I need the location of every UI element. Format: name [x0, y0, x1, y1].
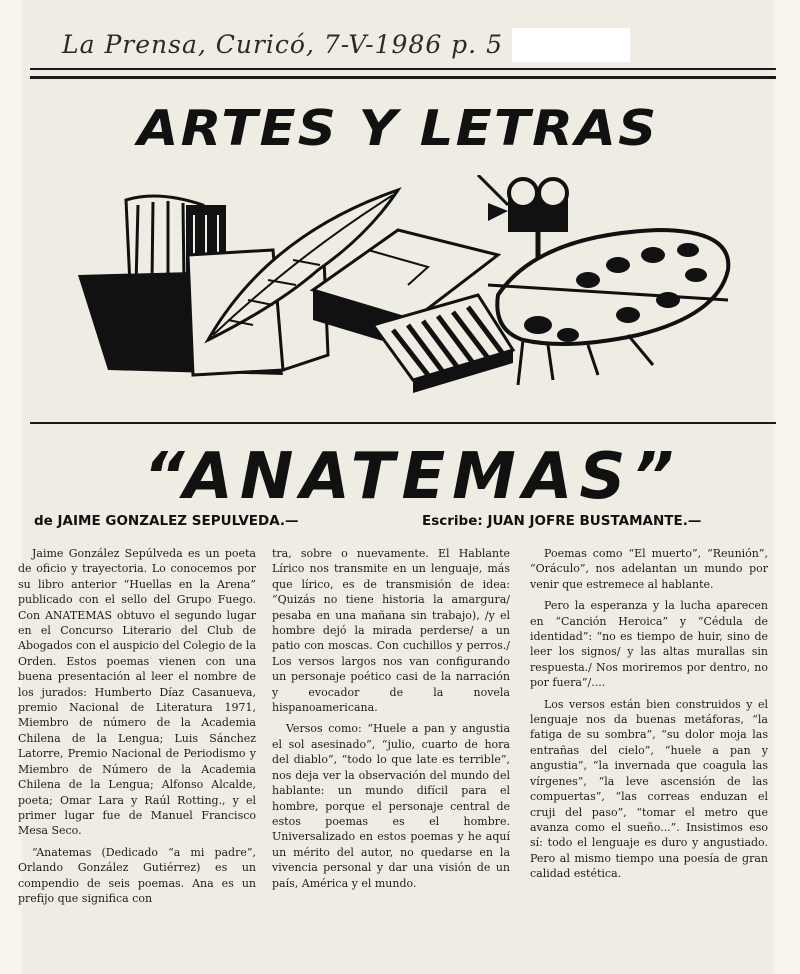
column-3-paragraph-1: Poemas como “El muerto”, “Reunión”, “Oráculo”, nos adelantan un mundo por venir que estremece al hablante. — [530, 547, 768, 591]
arts-illustration — [68, 175, 748, 400]
paint-palette-icon — [488, 230, 728, 385]
article-column-3 — [530, 546, 768, 888]
column-1-paragraph-2: “Anatemas (Dedicado “a mi padre”, Orlando González Gutiérrez) es un compendio de seis poemas. Ana es un prefijo que significa con — [18, 845, 256, 905]
top-rule — [30, 68, 776, 70]
column-3-paragraph-2: Pero la esperanza y la lucha aparecen en “Canción Heroica” y “Cédula de identidad”: “no es tiempo de huir, sino de leer los signos/ y las altas murallas sin respuesta./ Nos moriremos por dentro, no por fuera”/.... — [530, 599, 768, 690]
top-rule-thick — [30, 76, 776, 79]
paper-tape-strip — [512, 28, 630, 62]
byline-author: de JAIME GONZALEZ SEPULVEDA.— — [34, 513, 299, 529]
handwritten-source-note: La Prensa, Curicó, 7-V-1986 p. 5 — [62, 30, 503, 59]
section-title: ARTES Y LETRAS — [137, 100, 659, 157]
byline-reviewer: Escribe: JUAN JOFRE BUSTAMANTE.— — [422, 513, 702, 529]
mid-rule — [30, 422, 776, 424]
column-3-paragraph-3: Los versos están bien construidos y el lenguaje nos da buenas metáforas, “la fatiga de su sombra”, “su dolor moja las entrañas del cielo”, “huele a pan y angustia”, “la invernada que coagula las vírgenes”, “la leve ascensión de las compuertas”, “las correas enduzan el cruji del paso”, “tomar el metro que avanza como el sueño...”. Insistimos eso sí: todo el lenguaje es duro y angustiado. Pero al mismo tiempo una poesía de gran calidad estética. — [530, 697, 768, 881]
article-column-2 — [272, 546, 510, 897]
column-1-paragraph-1: Jaime González Sepúlveda es un poeta de oficio y trayectoria. Lo conocemos por su libro anterior “Huellas en la Arena” publicado con el sello del Grupo Fuego. Con ANATEMAS obtuvo el segundo lugar en el Concurso Literario del Club de Abogados con el auspicio del Colegio de la Orden. Estos poemas vienen con una buena presentación al leer el nombre de los jurados: Humberto Díaz Casanueva, premio Nacional de Literatura 1971, Miembro de número de la Academia Chilena de la Lengua; Luis Sánchez Latorre, Premio Nacional de Periodismo y Miembro de Número de la Academia Chilena de la Lengua; Alfonso Alcalde, poeta; Omar Lara y Raúl Rotting., y el primer lugar fue de Manuel Francisco Mesa Seco. — [18, 547, 256, 838]
column-2-paragraph-1: tra, sobre o nuevamente. El Hablante Lírico nos transmite en un lenguaje, más que lírico, es de transmisión de idea: “Quizás no tiene historia la amargura/ pesaba en una mañana sin trabajo), /y el hombre dejó la mirada perderse/ a un patio con moscas. Con cuchillos y perros./ Los versos largos nos van configurando un personaje poético casi de la narración y evocador de la novela hispanoamericana. — [272, 547, 510, 715]
article-headline: “ANATEMAS” — [143, 440, 681, 514]
column-2-paragraph-2: Versos como: “Huele a pan y angustia el sol asesinado”, “julio, cuarto de hora del diablo”, “todo lo que late es terrible”, nos deja ver la observación del mundo del hablante: un mundo difícil para el hombre, porque el personaje central de estos poemas es el hombre. Universalizado en estos poemas y he aquí un mérito del autor, no quedarse en la vivencia personal y dar una visión de un país, América y el mundo. — [272, 722, 510, 890]
article-column-1 — [18, 546, 256, 912]
